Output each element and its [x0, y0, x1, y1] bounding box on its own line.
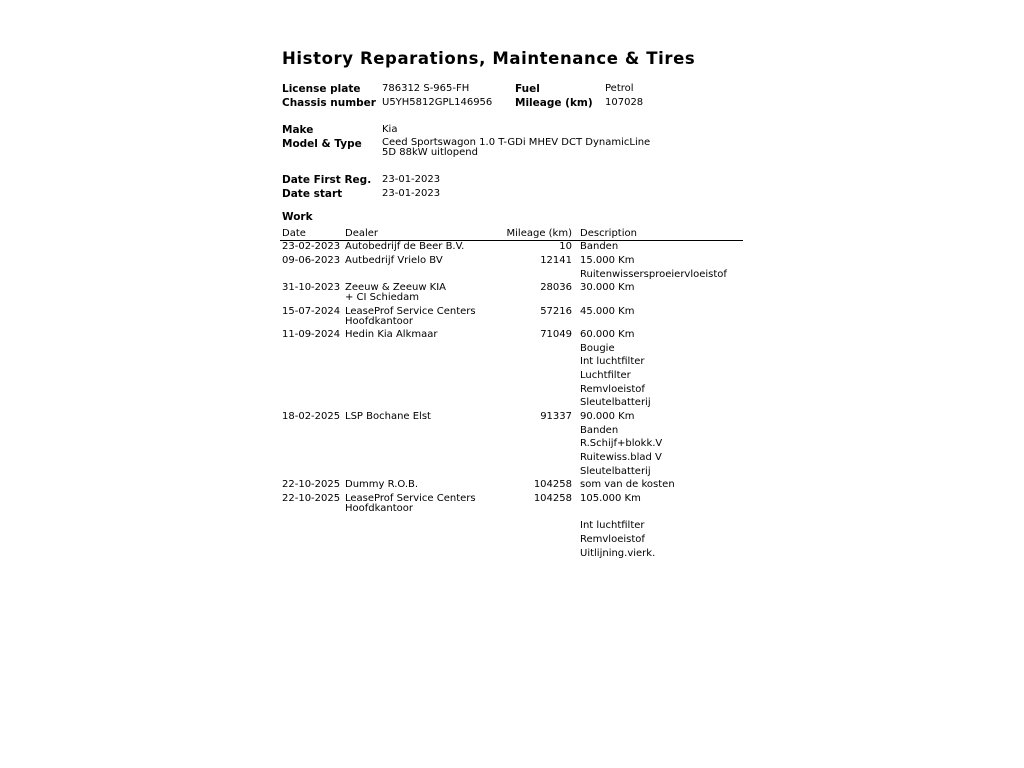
description-line: Luchtfilter: [580, 370, 631, 382]
description-line: Banden: [580, 241, 619, 252]
row-date: 31-10-2023: [282, 282, 341, 293]
description-line: Remvloeistof: [580, 534, 645, 546]
first-reg-value: 23-01-2023: [382, 174, 441, 185]
row-mileage: 71049: [540, 329, 572, 340]
description-line: Int luchtfilter: [580, 356, 645, 368]
description-line: 15.000 Km: [580, 255, 635, 266]
row-dealer: Hedin Kia Alkmaar: [345, 329, 438, 340]
row-description: [580, 283, 634, 297]
col-header-dealer: Dealer: [345, 228, 379, 239]
row-dealer: Autbedrijf Vrielo BV: [345, 255, 443, 266]
chassis-label: Chassis number: [282, 97, 376, 109]
row-description: [580, 494, 655, 562]
license-plate-label: License plate: [282, 83, 361, 95]
row-mileage: 104258: [533, 493, 572, 504]
row-dealer: LeaseProf Service Centers Hoofdkantoor: [345, 493, 476, 514]
row-description: [580, 480, 675, 494]
row-mileage: 57216: [540, 306, 572, 317]
description-line: Uitlijning.vierk.: [580, 547, 656, 559]
description-line: Sleutelbatterij: [580, 465, 651, 477]
row-description: [580, 256, 727, 283]
first-reg-label: Date First Reg.: [282, 174, 372, 186]
row-description: [580, 330, 651, 412]
date-start-value: 23-01-2023: [382, 188, 441, 199]
row-description: [580, 307, 634, 321]
description-line: Sleutelbatterij: [580, 397, 651, 409]
model-value: Ceed Sportswagon 1.0 T-GDi MHEV DCT DynamicLine 5D 88kW uitlopend: [382, 137, 651, 158]
description-line: 30.000 Km: [580, 282, 635, 293]
col-header-date: Date: [282, 228, 306, 239]
fuel-label: Fuel: [515, 83, 540, 95]
model-label: Model & Type: [282, 138, 362, 150]
mileage-value: 107028: [605, 97, 644, 108]
row-dealer: LeaseProf Service Centers Hoofdkantoor: [345, 306, 476, 327]
fuel-value: Petrol: [605, 83, 634, 94]
page-title: History Reparations, Maintenance & Tires: [282, 49, 696, 68]
description-line: som van de kosten: [580, 479, 675, 490]
description-line: Int luchtfilter: [580, 520, 645, 532]
license-plate-value: 786312 S-965-FH: [382, 83, 470, 94]
description-line: Remvloeistof: [580, 383, 645, 395]
row-mileage: 28036: [540, 282, 572, 293]
row-mileage: 10: [559, 241, 572, 252]
row-date: 22-10-2025: [282, 493, 341, 504]
date-start-label: Date start: [282, 188, 343, 200]
description-line: 90.000 Km: [580, 411, 635, 422]
make-value: Kia: [382, 124, 398, 135]
description-line: Ruitenwissersproeiervloeistof: [580, 268, 727, 280]
row-dealer: LSP Bochane Elst: [345, 411, 431, 422]
description-line: 60.000 Km: [580, 329, 635, 340]
row-description: [580, 242, 618, 256]
description-line: 45.000 Km: [580, 306, 635, 317]
row-date: 22-10-2025: [282, 479, 341, 490]
row-description: [580, 412, 662, 480]
row-mileage: 91337: [540, 411, 572, 422]
mileage-label: Mileage (km): [515, 97, 593, 109]
row-date: 18-02-2025: [282, 411, 341, 422]
row-dealer: Zeeuw & Zeeuw KIA + CI Schiedam: [345, 282, 447, 303]
description-line: R.Schijf+blokk.V: [580, 438, 663, 450]
row-mileage: 104258: [533, 479, 572, 490]
description-line: Banden: [580, 424, 619, 436]
description-line: Bougie: [580, 342, 615, 354]
work-heading: Work: [282, 211, 313, 223]
row-date: 09-06-2023: [282, 255, 341, 266]
row-mileage: 12141: [540, 255, 572, 266]
row-date: 15-07-2024: [282, 306, 341, 317]
row-date: 23-02-2023: [282, 241, 341, 252]
description-line: Ruitewiss.blad V: [580, 452, 662, 464]
row-dealer: Dummy R.O.B.: [345, 479, 419, 490]
chassis-value: U5YH5812GPL146956: [382, 97, 493, 108]
make-label: Make: [282, 124, 314, 136]
description-line: [580, 508, 655, 522]
col-header-mileage: Mileage (km): [506, 228, 572, 239]
row-dealer: Autobedrijf de Beer B.V.: [345, 241, 465, 252]
row-date: 11-09-2024: [282, 329, 341, 340]
description-line: 105.000 Km: [580, 493, 641, 504]
col-header-description: Description: [580, 228, 637, 239]
